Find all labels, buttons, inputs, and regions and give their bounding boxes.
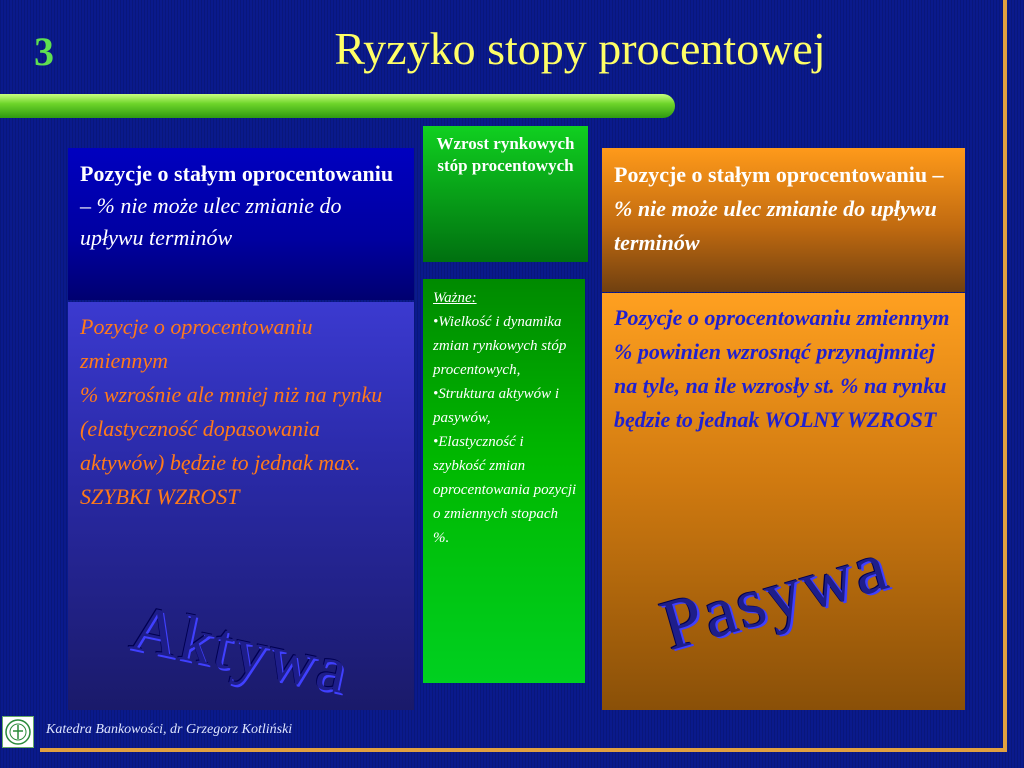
center-note-item: •Wielkość i dynamika zmian rynkowych stóp procentowych, bbox=[433, 314, 567, 378]
center-note-title: Ważne: bbox=[433, 290, 477, 306]
center-note-box bbox=[423, 279, 585, 683]
center-header-text: Wzrost rynkowych stóp procentowych bbox=[436, 134, 575, 175]
right-variable-heading: Pozycje o oprocentowaniu zmiennym bbox=[614, 305, 950, 330]
university-crest-icon bbox=[2, 716, 34, 748]
left-variable-heading: Pozycje o oprocentowaniu zmiennym bbox=[80, 314, 313, 373]
frame-bottom-border bbox=[40, 748, 1007, 752]
right-fixed-rate-box bbox=[602, 148, 965, 292]
right-variable-detail: % powinien wzrosnąć przynajmniej na tyle, na ile wzrosły st. % na rynku będzie to jednak WOLNY WZROST bbox=[614, 339, 947, 432]
center-note-item: •Struktura aktywów i pasywów, bbox=[433, 386, 560, 426]
left-fixed-dash: – bbox=[80, 193, 97, 218]
right-fixed-bold-text: Pozycje o stałym oprocentowaniu – bbox=[614, 162, 944, 187]
center-header-box bbox=[423, 126, 588, 262]
frame-right-border bbox=[1003, 0, 1007, 752]
footer-text: Katedra Bankowości, dr Grzegorz Kotliński bbox=[46, 722, 293, 737]
left-fixed-bold-text: Pozycje o stałym oprocentowaniu bbox=[80, 161, 394, 186]
slide-title: Ryzyko stopy procentowej bbox=[334, 23, 826, 74]
left-fixed-italic-text: % nie może ulec zmianie do upływu terminów bbox=[80, 193, 342, 250]
aktywa-watermark: Aktywa bbox=[124, 590, 356, 709]
title-underline-bar bbox=[0, 94, 675, 118]
left-fixed-rate-box bbox=[68, 148, 414, 300]
right-fixed-italic-text: % nie może ulec zmianie do upływu terminów bbox=[614, 196, 937, 255]
left-variable-detail: % wzrośnie ale mniej niż na rynku (elastyczność dopasowania aktywów) będzie to jednak max. SZYBKI WZROST bbox=[80, 382, 383, 509]
pasywa-watermark: Pasywa bbox=[652, 525, 898, 666]
slide-number: 3 bbox=[34, 29, 54, 74]
center-note-item: •Elastyczność i szybkość zmian oprocentowania pozycji o zmiennych stopach %. bbox=[433, 434, 577, 546]
right-variable-rate-box bbox=[602, 293, 965, 710]
